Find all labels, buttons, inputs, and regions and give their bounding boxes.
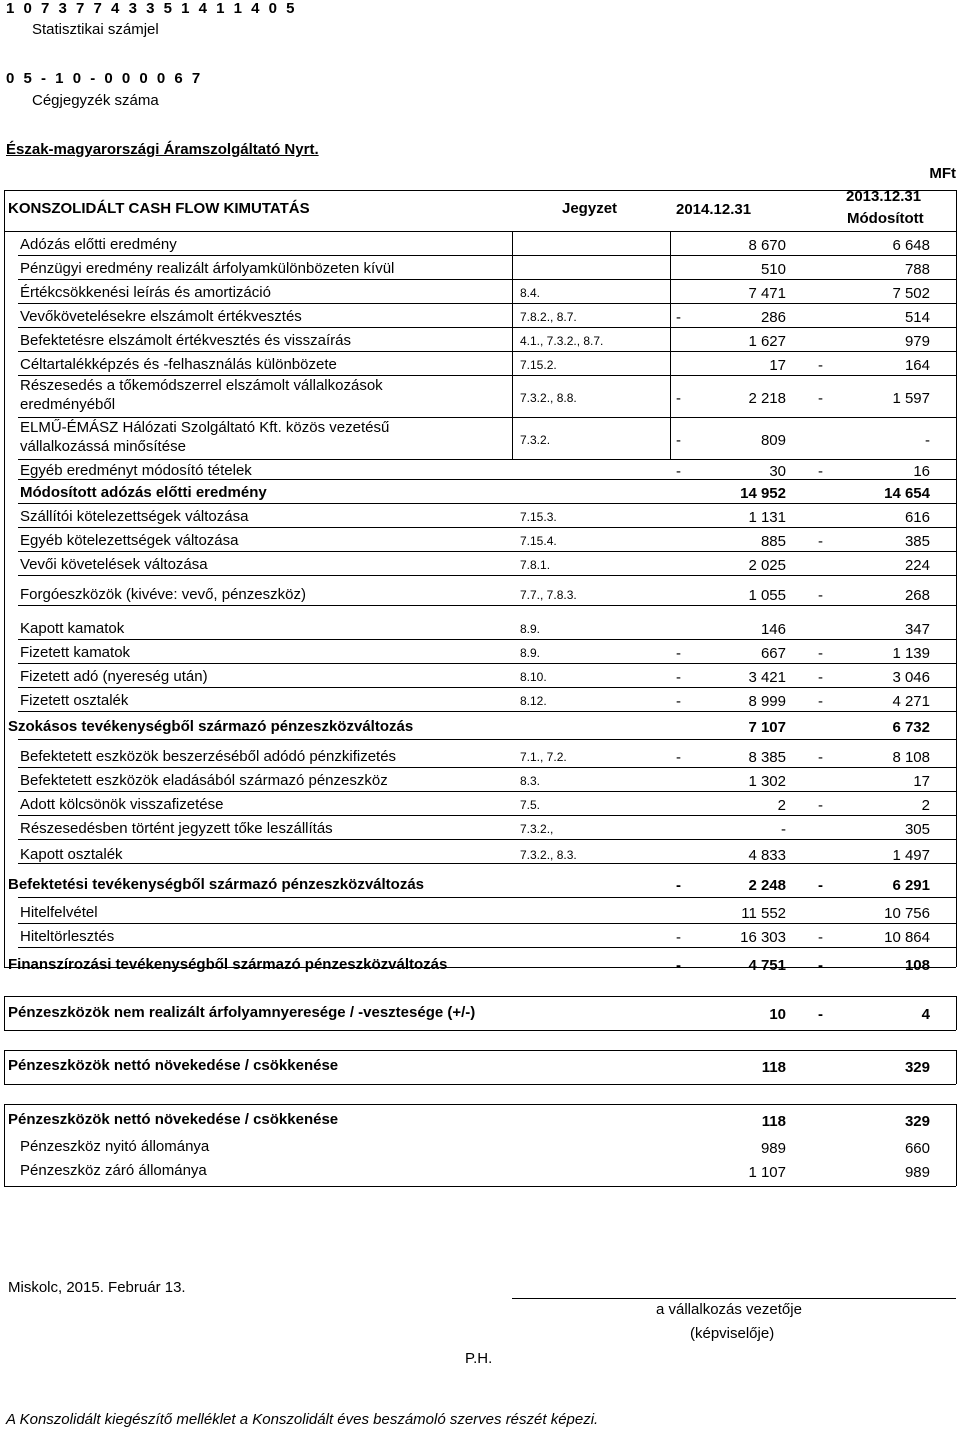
row-value-2014: 667: [760, 645, 786, 662]
opening-cash-2014: 989: [760, 1140, 786, 1157]
row-sign-2013: -: [818, 877, 823, 894]
summary-net-2014: 118: [761, 1059, 786, 1076]
row-label-cont: vállalkozássá minősítése: [20, 438, 186, 455]
summary-net-label: Pénzeszközök nettó növekedése / csökkenése: [8, 1057, 339, 1074]
final-box-top: [4, 1104, 956, 1105]
statistical-number-label: Statisztikai számjel: [32, 21, 159, 38]
row-separator: [18, 815, 956, 816]
row-note-ref: 8.3.: [520, 774, 541, 788]
row-label: ELMŰ-ÉMÁSZ Hálózati Szolgáltató Kft. közös vezetésű: [20, 419, 390, 436]
row-label: Kapott kamatok: [20, 620, 125, 637]
row-value-2014: 510: [760, 261, 786, 278]
row-separator: [18, 255, 956, 256]
row-value-2013: 347: [904, 621, 930, 638]
row-separator: [18, 663, 956, 664]
row-separator: [18, 767, 956, 768]
row-value-2014: 146: [760, 621, 786, 638]
row-separator: [18, 303, 956, 304]
row-separator: [18, 711, 956, 712]
row-value-2014: 885: [760, 533, 786, 550]
row-value-2013: 268: [904, 587, 930, 604]
row-value-2013: 6 732: [892, 719, 930, 736]
final-net-2014: 118: [761, 1113, 786, 1130]
table-right-border: [956, 190, 957, 967]
row-separator: [18, 575, 956, 576]
place-and-date: Miskolc, 2015. Február 13.: [8, 1279, 186, 1296]
row-sign-2014: -: [676, 669, 681, 686]
row-note-ref: 8.9.: [520, 622, 541, 636]
row-label: Vevőkövetelésekre elszámolt értékvesztés: [20, 308, 302, 325]
row-value-2014: 2: [777, 797, 786, 814]
row-value-2014: 286: [760, 309, 786, 326]
row-sign-2013: -: [818, 390, 823, 407]
row-value-2014: 8 670: [748, 237, 786, 254]
row-separator: [18, 947, 956, 948]
row-label: Hitelfelvétel: [20, 904, 98, 921]
row-label: Befektetett eszközök eladásából származó pénzeszköz: [20, 772, 388, 789]
row-label: Vevői követelések változása: [20, 556, 208, 573]
summary-1-bottom: [4, 1030, 956, 1031]
row-sign-2013: -: [818, 693, 823, 710]
row-value-2013: 1 597: [892, 390, 930, 407]
row-note-ref: 7.3.2., 8.8.: [520, 391, 577, 405]
row-separator: [18, 863, 956, 864]
row-value-2013: 4 271: [892, 693, 930, 710]
row-label: Egyéb kötelezettségek változása: [20, 532, 239, 549]
summary-1-right: [956, 996, 957, 1030]
row-value-2013: 6 648: [892, 237, 930, 254]
final-net-2013: 329: [904, 1113, 930, 1130]
final-box-left: [4, 1104, 5, 1186]
row-sign-2014: -: [676, 432, 681, 449]
row-value-2013: 16: [913, 463, 930, 480]
row-value-2014: 1 055: [748, 587, 786, 604]
row-separator: [18, 351, 956, 352]
summary-2-top: [4, 1050, 956, 1051]
row-sign-2013: -: [818, 669, 823, 686]
row-value-2013: 1 139: [892, 645, 930, 662]
row-value-2013: 14 654: [884, 485, 930, 502]
row-value-2014: 30: [769, 463, 786, 480]
registration-number: 0 5 - 1 0 - 0 0 0 0 6 7: [6, 70, 203, 87]
row-label: Fizetett osztalék: [20, 692, 129, 709]
row-separator: [18, 639, 956, 640]
closing-cash-2013: 989: [904, 1164, 930, 1181]
row-separator: [18, 503, 956, 504]
row-value-2013: 788: [904, 261, 930, 278]
summary-fx-sign-2013: -: [818, 1006, 823, 1023]
summary-2-right: [956, 1050, 957, 1084]
row-value-2013: 17: [913, 773, 930, 790]
row-value-2013: 8 108: [892, 749, 930, 766]
row-note-ref: 7.1., 7.2.: [520, 750, 567, 764]
note-column-divider: [512, 231, 513, 460]
stamp-placeholder: P.H.: [465, 1350, 493, 1367]
column-header-note: Jegyzet: [562, 200, 618, 217]
summary-2-left: [4, 1050, 5, 1084]
row-note-ref: 7.3.2., 8.3.: [520, 848, 577, 862]
row-value-2014: 7 107: [748, 719, 786, 736]
row-label: Fizetett kamatok: [20, 644, 131, 661]
row-label-cont: eredményéből: [20, 396, 116, 413]
row-value-2013: 10 864: [884, 929, 930, 946]
row-value-2013: 979: [904, 333, 930, 350]
row-note-ref: 7.15.3.: [520, 510, 557, 524]
row-value-2013: 305: [904, 821, 930, 838]
row-label: Finanszírozási tevékenységből származó pénzeszközváltozás: [8, 956, 448, 973]
row-note-ref: 7.3.2.,: [520, 822, 554, 836]
row-value-2013: 224: [904, 557, 930, 574]
row-value-2014: 7 471: [748, 285, 786, 302]
header-bottom-border: [4, 231, 956, 232]
row-sign-2014: -: [676, 390, 681, 407]
final-box-right: [956, 1104, 957, 1186]
row-separator: [18, 375, 956, 376]
row-separator: [18, 923, 956, 924]
row-sign-2014: -: [676, 929, 681, 946]
row-label: Adózás előtti eredmény: [20, 236, 177, 253]
row-value-2014: 2 218: [748, 390, 786, 407]
table-title: KONSZOLIDÁLT CASH FLOW KIMUTATÁS: [8, 200, 310, 217]
row-label: Értékcsökkenési leírás és amortizáció: [20, 284, 271, 301]
row-sign-2014: -: [676, 749, 681, 766]
row-separator: [18, 605, 956, 606]
row-value-2014: 16 303: [740, 929, 786, 946]
row-note-ref: 7.3.2.: [520, 433, 551, 447]
row-sign-2014: -: [676, 463, 681, 480]
row-note-ref: 4.1., 7.3.2., 8.7.: [520, 334, 604, 348]
signature-line: [512, 1298, 956, 1299]
row-value-2014: 1 627: [748, 333, 786, 350]
row-note-ref: 8.10.: [520, 670, 547, 684]
row-sign-2014: -: [676, 645, 681, 662]
opening-cash-label: Pénzeszköz nyitó állománya: [20, 1138, 210, 1155]
row-separator: [18, 551, 956, 552]
row-label: Pénzügyi eredmény realizált árfolyamkülönbözeten kívül: [20, 260, 395, 277]
row-label: Szállítói kötelezettségek változása: [20, 508, 249, 525]
row-note-ref: 7.8.1.: [520, 558, 551, 572]
row-value-2014: 1 302: [748, 773, 786, 790]
column-header-2014: 2014.12.31: [676, 201, 752, 218]
row-value-2013: -: [925, 432, 930, 449]
row-value-2013: 1 497: [892, 847, 930, 864]
row-sign-2013: -: [818, 749, 823, 766]
row-sign-2013: -: [818, 463, 823, 480]
row-label: Fizetett adó (nyereség után): [20, 668, 208, 685]
row-value-2013: 108: [904, 957, 930, 974]
row-value-2013: 514: [904, 309, 930, 326]
row-label: Befektetett eszközök beszerzéséből adódó pénzkifizetés: [20, 748, 397, 765]
company-name: Észak-magyarországi Áramszolgáltató Nyrt.: [6, 141, 319, 158]
row-label: Befektetésre elszámolt értékvesztés és visszaírás: [20, 332, 351, 349]
row-note-ref: 7.15.4.: [520, 534, 557, 548]
row-value-2014: 17: [769, 357, 786, 374]
summary-fx-2014: 10: [769, 1006, 786, 1023]
row-label: Adott kölcsönök visszafizetése: [20, 796, 224, 813]
row-note-ref: 7.7., 7.8.3.: [520, 588, 577, 602]
footer-note: A Konszolidált kiegészítő melléklet a Konszolidált éves beszámoló szerves részét képezi.: [6, 1411, 599, 1428]
row-value-2014: 8 385: [748, 749, 786, 766]
row-sign-2014: -: [676, 877, 681, 894]
row-value-2014: 2 248: [748, 877, 786, 894]
summary-2-bottom: [4, 1084, 956, 1085]
row-value-2014: 4 833: [748, 847, 786, 864]
row-value-2014: 3 421: [748, 669, 786, 686]
row-separator: [18, 739, 956, 740]
row-separator: [18, 897, 956, 898]
column-header-2013: 2013.12.31: [846, 188, 922, 205]
row-value-2013: 385: [904, 533, 930, 550]
row-value-2014: 2 025: [748, 557, 786, 574]
closing-cash-2014: 1 107: [748, 1164, 786, 1181]
row-value-2013: 10 756: [884, 905, 930, 922]
row-value-2014: 14 952: [740, 485, 786, 502]
row-value-2014: 809: [760, 432, 786, 449]
row-note-ref: 7.5.: [520, 798, 541, 812]
row-label: Módosított adózás előtti eredmény: [20, 484, 267, 501]
row-separator: [18, 839, 956, 840]
summary-net-2013: 329: [904, 1059, 930, 1076]
registration-number-label: Cégjegyzék száma: [32, 92, 159, 109]
row-separator: [18, 527, 956, 528]
row-value-2014: 8 999: [748, 693, 786, 710]
row-label: Egyéb eredményt módosító tételek: [20, 462, 252, 479]
row-label: Részesedés a tőkemódszerrel elszámolt vállalkozások: [20, 377, 383, 394]
table-top-border: [4, 190, 956, 191]
row-sign-2013: -: [818, 357, 823, 374]
row-label: Forgóeszközök (kivéve: vevő, pénzeszköz): [20, 586, 306, 603]
row-sign-2013: -: [818, 929, 823, 946]
summary-1-top: [4, 996, 956, 997]
row-label: Hiteltörlesztés: [20, 928, 115, 945]
row-separator: [18, 479, 956, 480]
summary-fx-2013: 4: [921, 1006, 930, 1023]
row-sign-2014: -: [676, 957, 681, 974]
row-sign-2013: -: [818, 645, 823, 662]
row-value-2013: 3 046: [892, 669, 930, 686]
row-value-2014: 4 751: [748, 957, 786, 974]
row-value-2013: 2: [921, 797, 930, 814]
row-note-ref: 7.15.2.: [520, 358, 557, 372]
row-value-2014: -: [781, 821, 786, 838]
row-separator: [18, 791, 956, 792]
currency-unit: MFt: [929, 165, 956, 182]
row-separator: [18, 417, 956, 418]
row-value-2013: 164: [904, 357, 930, 374]
row-value-2013: 6 291: [892, 877, 930, 894]
row-separator: [18, 327, 956, 328]
row-sign-2013: -: [818, 533, 823, 550]
final-box-bottom: [4, 1186, 956, 1187]
row-value-2013: 7 502: [892, 285, 930, 302]
row-label: Részesedésben történt jegyzett tőke leszállítás: [20, 820, 333, 837]
row-note-ref: 8.12.: [520, 694, 547, 708]
column-header-2013-modified: Módosított: [847, 210, 924, 227]
value-column-divider: [670, 231, 671, 460]
signer-subtitle: (képviselője): [690, 1325, 775, 1342]
row-label: Kapott osztalék: [20, 846, 123, 863]
row-note-ref: 7.8.2., 8.7.: [520, 310, 577, 324]
row-label: Céltartalékképzés és -felhasználás különbözete: [20, 356, 337, 373]
row-sign-2013: -: [818, 797, 823, 814]
table-left-border: [4, 190, 5, 967]
row-value-2014: 1 131: [748, 509, 786, 526]
opening-cash-2013: 660: [904, 1140, 930, 1157]
row-sign-2013: -: [818, 587, 823, 604]
summary-1-left: [4, 996, 5, 1030]
closing-cash-label: Pénzeszköz záró állománya: [20, 1162, 207, 1179]
row-label: Szokásos tevékenységből származó pénzeszközváltozás: [8, 718, 414, 735]
row-note-ref: 8.4.: [520, 286, 541, 300]
row-sign-2014: -: [676, 693, 681, 710]
row-value-2013: 616: [904, 509, 930, 526]
statistical-number: 1 0 7 3 7 7 4 3 3 5 1 4 1 1 4 0 5: [6, 0, 297, 17]
signer-title: a vállalkozás vezetője: [656, 1301, 802, 1318]
row-note-ref: 8.9.: [520, 646, 541, 660]
row-sign-2014: -: [676, 309, 681, 326]
row-separator: [18, 279, 956, 280]
row-separator: [18, 687, 956, 688]
row-sign-2013: -: [818, 957, 823, 974]
row-value-2014: 11 552: [741, 905, 786, 922]
row-separator: [18, 459, 956, 460]
final-net-label: Pénzeszközök nettó növekedése / csökkenése: [8, 1111, 339, 1128]
summary-fx-label: Pénzeszközök nem realizált árfolyamnyeresége / -vesztesége (+/-): [8, 1004, 476, 1021]
row-label: Befektetési tevékenységből származó pénzeszközváltozás: [8, 876, 425, 893]
